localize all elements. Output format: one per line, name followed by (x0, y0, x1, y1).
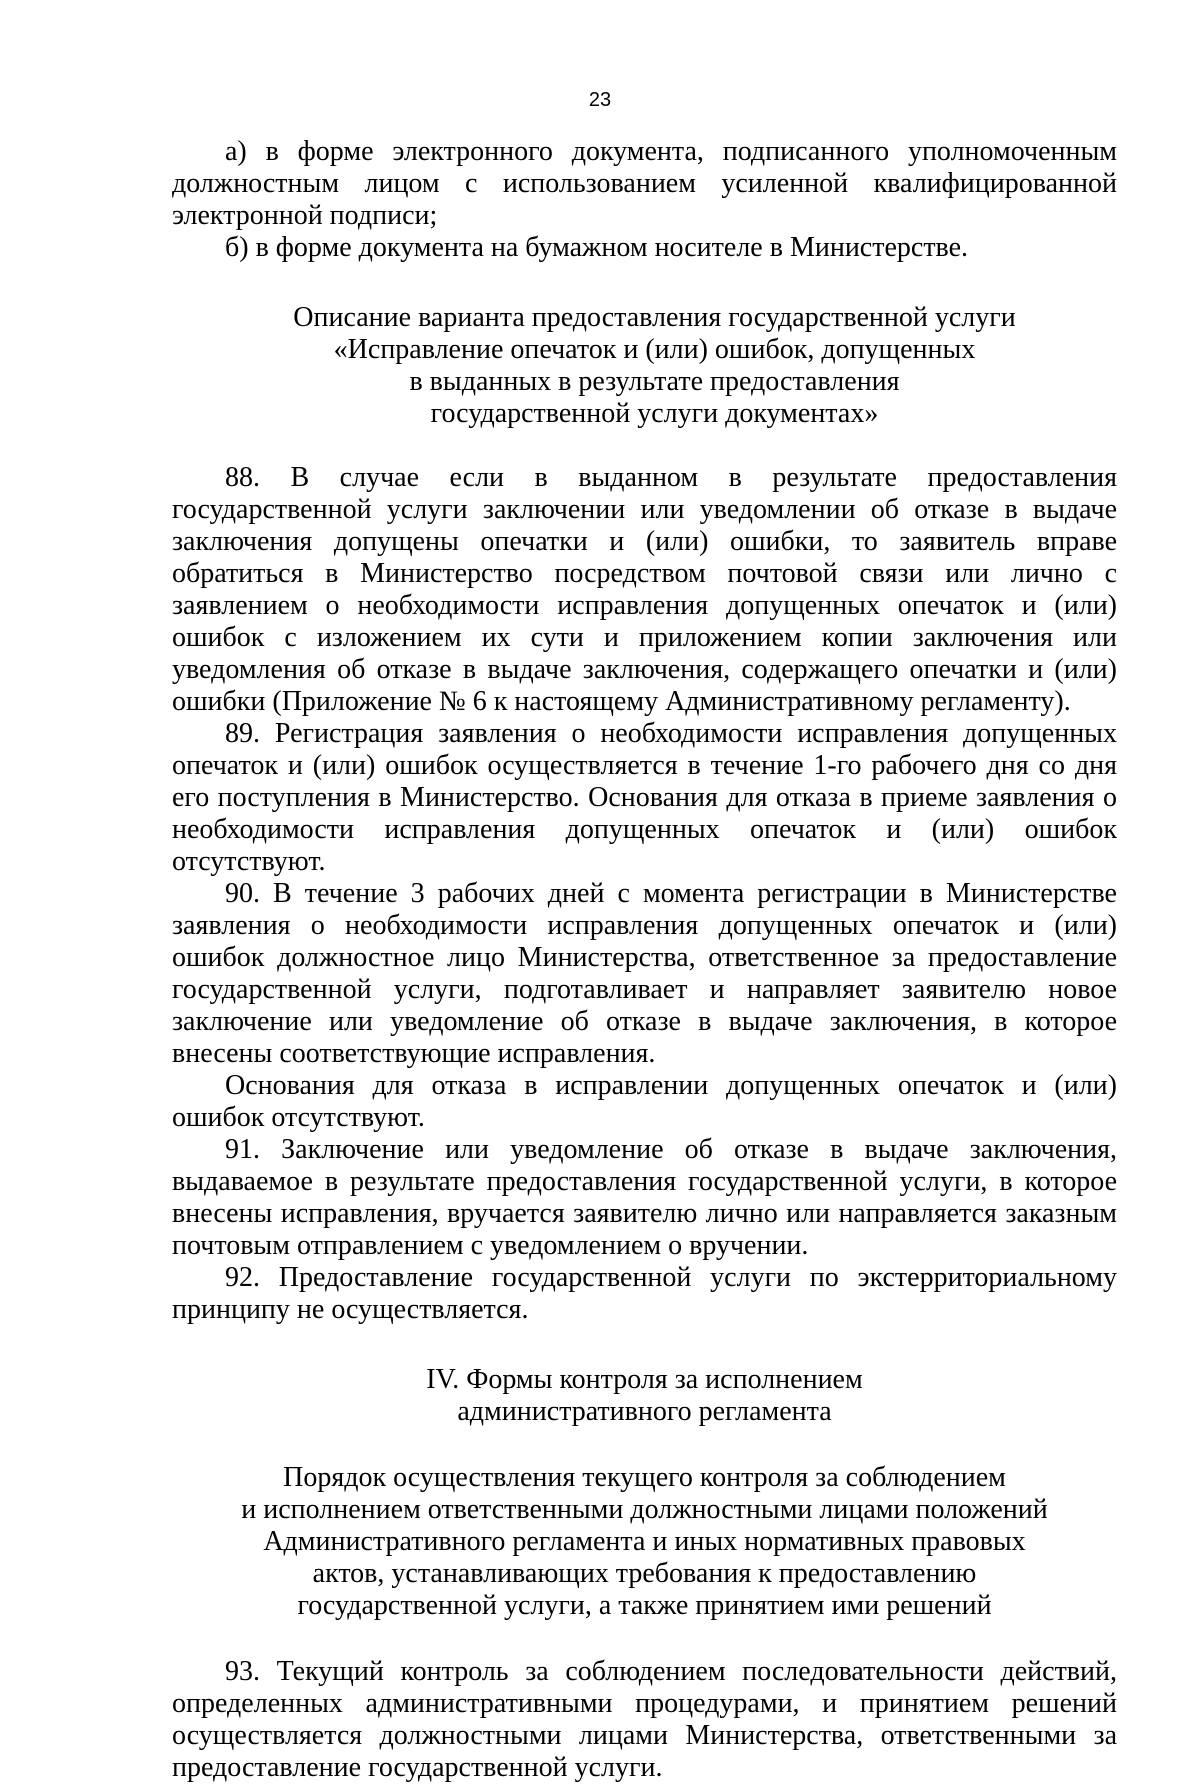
paragraph-89: 89. Регистрация заявления о необходимости исправления допущенных опечаток и (или) ошибок осуществляется в течение 1-го рабочего дня со дня его поступления в Министерство. Основания для отказа в приеме заявления о необходимости исправления допущенных опечаток и (или) ошибок отсутствуют. (172, 718, 1117, 877)
list-item-b: б) в форме документа на бумажном носителе в Министерстве. (225, 232, 969, 263)
section-heading (172, 1364, 1117, 1428)
page-number: 23 (588, 89, 612, 111)
heading-line: государственной услуги, а также принятием ими решений (297, 1590, 992, 1621)
paragraph-92: 92. Предоставление государственной услуги по экстерриториальному принципу не осуществляется. (172, 1262, 1117, 1325)
heading-line: «Исправление опечаток и (или) ошибок, допущенных (333, 334, 976, 365)
service-variant-heading (172, 302, 1117, 430)
paragraph-91: 91. Заключение или уведомление об отказе в выдаче заключения, выдаваемое в результате предоставления государственной услуги, в которое внесены исправления, вручается заявителю лично или направляется заказным почтовым отправлением с уведомлением о вручении. (172, 1134, 1117, 1261)
subsection-heading (172, 1462, 1117, 1622)
heading-line: Описание варианта предоставления государственной услуги (293, 302, 1016, 333)
document-body (172, 136, 1117, 1784)
heading-line: государственной услуги документах» (430, 398, 879, 429)
heading-line: административного регламента (457, 1396, 832, 1427)
paragraph-90-refusal: Основания для отказа в исправлении допущенных опечаток и (или) ошибок отсутствуют. (172, 1070, 1117, 1133)
heading-line: Порядок осуществления текущего контроля за соблюдением (283, 1462, 1006, 1493)
heading-line: в выданных в результате предоставления (409, 366, 900, 397)
paragraph-88: 88. В случае если в выданном в результате предоставления государственной услуги заключении или уведомлении об отказе в выдаче заключения допущены опечатки и (или) ошибки, то заявитель вправе обратиться в Министерство посредством почтовой связи или лично с заявлением о необходимости исправления допущенных опечаток и (или) ошибок с изложением их сути и приложением копии заключения или уведомления об отказе в выдаче заключения, содержащего опечатки и (или) ошибки (Приложение № 6 к настоящему Административному регламенту). (172, 462, 1117, 717)
heading-line: IV. Формы контроля за исполнением (426, 1364, 863, 1395)
list-item-a: а) в форме электронного документа, подписанного уполномоченным должностным лицом с использованием усиленной квалифицированной электронной подписи; (172, 136, 1117, 231)
paragraph-90: 90. В течение 3 рабочих дней с момента регистрации в Министерстве заявления о необходимости исправления допущенных опечаток и (или) ошибок должностное лицо Министерства, ответственное за предоставление государственной услуги, подготавливает и направляет заявителю новое заключение или уведомление об отказе в выдаче заключения, в которое внесены соответствующие исправления. (172, 878, 1117, 1069)
heading-line: и исполнением ответственными должностными лицами положений (241, 1494, 1048, 1525)
heading-line: актов, устанавливающих требования к предоставлению (312, 1558, 977, 1589)
heading-line: Административного регламента и иных нормативных правовых (263, 1526, 1026, 1557)
paragraph-93: 93. Текущий контроль за соблюдением последовательности действий, определенных административными процедурами, и принятием решений осуществляется должностными лицами Министерства, ответственными за предоставление государственной услуги. (172, 1656, 1117, 1783)
